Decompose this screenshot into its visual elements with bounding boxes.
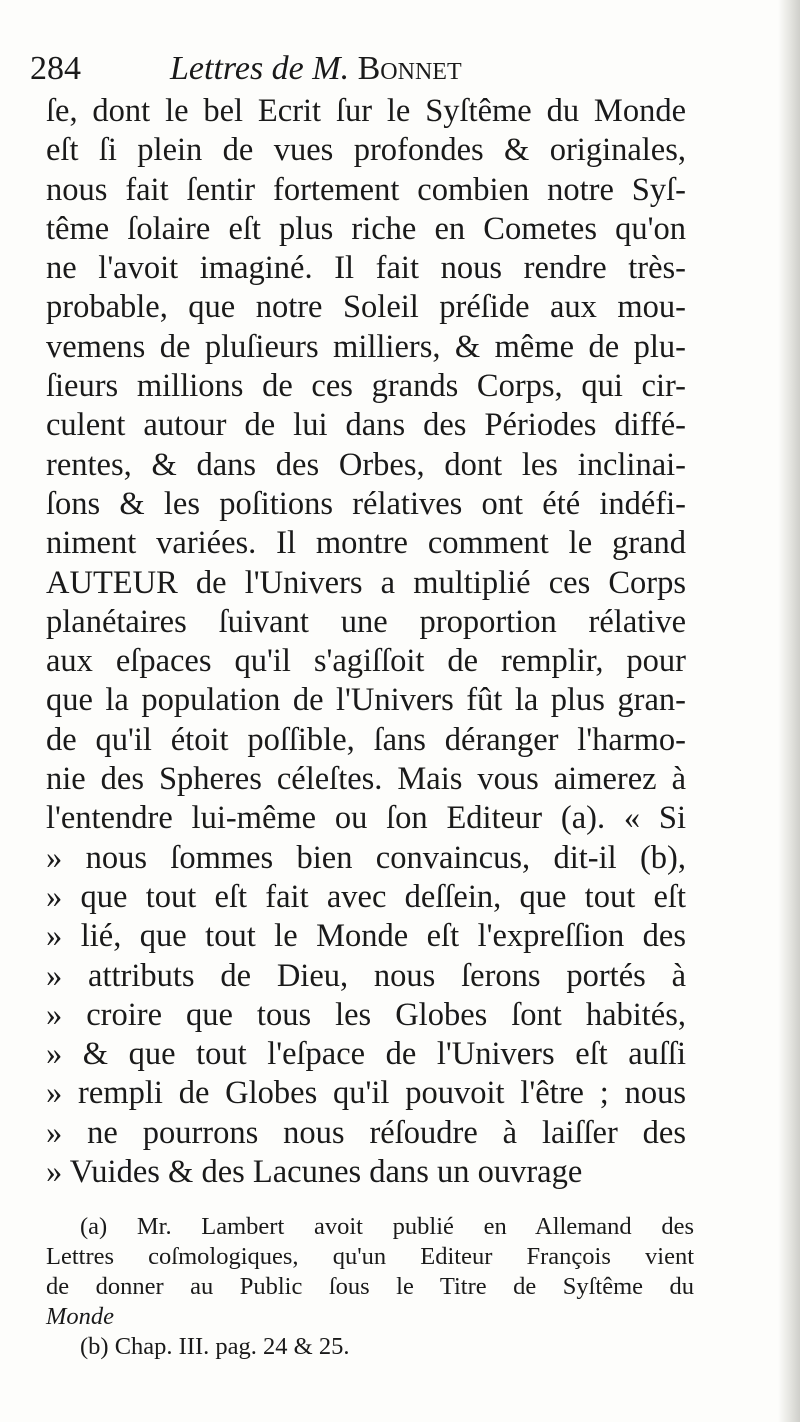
text-line: planétaires ſuivant une proportion rélative [46, 603, 686, 640]
text-line: tême ſolaire eſt plus riche en Cometes qu'on [46, 210, 686, 247]
text-line: aux eſpaces qu'il s'agiſſoit de remplir, pour [46, 643, 686, 680]
text-line: ne l'avoit imaginé. Il fait nous rendre très- [46, 250, 686, 287]
text-line: » nous ſommes bien convaincus, dit-il (b), [46, 839, 686, 876]
text-line: vemens de pluſieurs milliers, & même de plu- [46, 328, 686, 365]
footnote-b: (b) Chap. III. pag. 24 & 25. [80, 1333, 350, 1360]
text-line: ſons & les poſitions rélatives ont été indéfi- [46, 485, 686, 522]
text-line: » attributs de Dieu, nous ſerons portés à [46, 957, 686, 994]
text-line: ſieurs millions de ces grands Corps, qui cir- [46, 368, 686, 405]
running-head-title: Lettres de M. [170, 50, 350, 87]
text-line: niment variées. Il montre comment le grand [46, 525, 686, 562]
text-line: nous fait ſentir fortement combien notre Syſ- [46, 171, 686, 208]
text-line: eſt ſi plein de vues profondes & originales, [46, 132, 686, 169]
page-number: 284 [30, 50, 81, 87]
text-line: » rempli de Globes qu'il pouvoit l'être ; nous [46, 1075, 686, 1112]
text-line: culent autour de lui dans des Périodes diffé- [46, 407, 686, 444]
footnote-a-line: Lettres coſmologiques, qu'un Editeur François vient [46, 1243, 694, 1270]
text-line: » lié, que tout le Monde eſt l'expreſſion des [46, 918, 686, 955]
page-edge-shadow [778, 0, 800, 1422]
footnote-a-line: de donner au Public ſous le Titre de Syſtême du [46, 1273, 694, 1300]
footnote-a-line: (a) Mr. Lambert avoit publié en Allemand des [80, 1213, 694, 1240]
page-header [30, 44, 750, 94]
text-line: » & que tout l'eſpace de l'Univers eſt auſſi [46, 1036, 686, 1073]
text-line: » Vuides & des Lacunes dans un ouvrage [46, 1154, 583, 1191]
text-line: que la population de l'Univers fût la plus gran- [46, 682, 686, 719]
text-line: de qu'il étoit poſſible, ſans déranger l'harmo- [46, 721, 686, 758]
text-line: AUTEUR de l'Univers a multiplié ces Corps [46, 564, 686, 601]
running-head [170, 44, 462, 94]
footnotes [46, 1212, 694, 1362]
text-line: » ne pourrons nous réſoudre à laiſſer des [46, 1114, 686, 1151]
footnote-a-line: Monde [46, 1303, 115, 1330]
text-line: » que tout eſt fait avec deſſein, que tout eſt [46, 878, 686, 915]
running-head-author: Bonnet [357, 50, 462, 87]
text-line: l'entendre lui-même ou ſon Editeur (a). « Si [46, 800, 686, 837]
text-line: rentes, & dans des Orbes, dont les inclinai- [46, 446, 686, 483]
body-text [46, 92, 686, 1192]
text-line: ſe, dont le bel Ecrit ſur le Syſtême du Monde [46, 93, 686, 129]
text-line: probable, que notre Soleil préſide aux mou- [46, 289, 686, 326]
text-line: nie des Spheres céleſtes. Mais vous aimerez à [46, 761, 686, 798]
text-line: » croire que tous les Globes ſont habités, [46, 996, 686, 1033]
